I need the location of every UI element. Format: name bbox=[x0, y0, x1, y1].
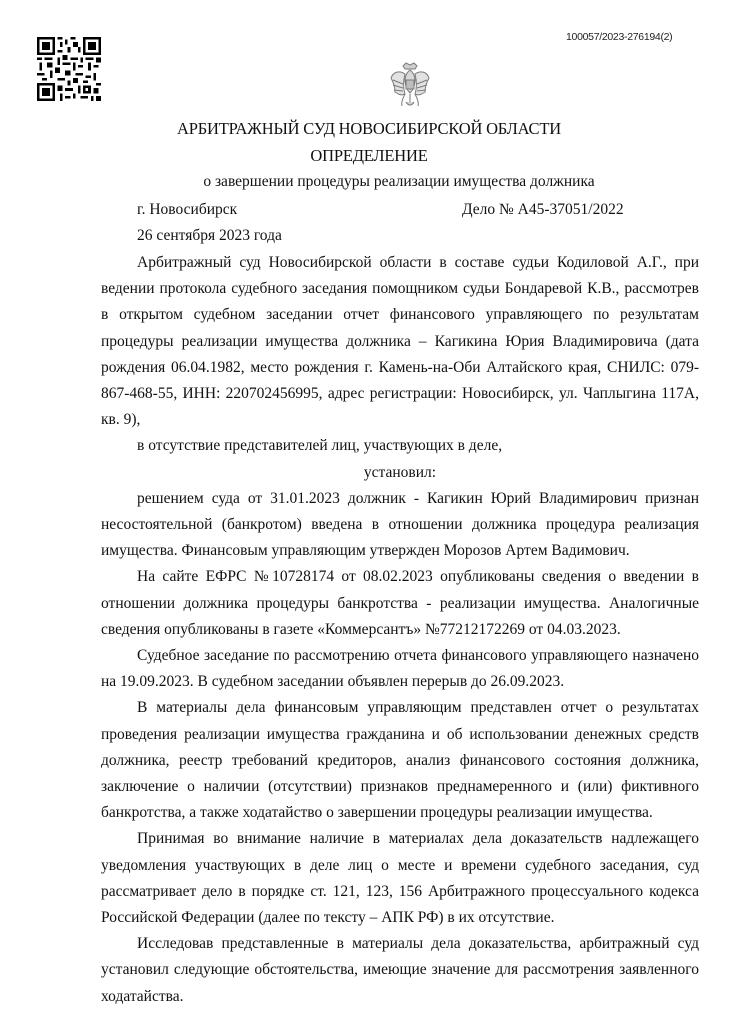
city: г. Новосибирск bbox=[137, 201, 238, 218]
paragraph-hearing: Судебное заседание по рассмотрению отчета финансового управляющего назначено на 19.09.2023. В судебном заседании объявлен перерыв до 26.09.2023. bbox=[101, 647, 699, 691]
paragraph-examination: Исследовав представленные в материалы дела доказательства, арбитражный суд установил следующие обстоятельства, имеющие значение для рассмотрения заявленного ходатайства. bbox=[101, 935, 699, 1005]
paragraph-absence: в отсутствие представителей лиц, участвующих в деле, bbox=[137, 437, 503, 455]
document-number: 100057/2023-276194(2) bbox=[566, 31, 673, 43]
document-subject: о завершении процедуры реализации имущества должника bbox=[203, 173, 595, 190]
established-heading: установил: bbox=[363, 463, 437, 481]
paragraph-publication: На сайте ЕФРС №10728174 от 08.02.2023 опубликованы сведения о введении в отношении должника процедуры банкротства - реализации имущества. Аналогичные сведения опубликованы в газете «Коммерсантъ» №77212172269 от 04.03.2023. bbox=[101, 568, 699, 638]
case-number: Дело № А45-37051/2022 bbox=[462, 201, 624, 218]
document-body bbox=[101, 250, 699, 1010]
qr-code-icon bbox=[37, 37, 101, 101]
paragraph-decision: решением суда от 31.01.2023 должник - Кагикин Юрий Владимирович признан несостоятельной (банкротом) введена в отношении должника процедура реализация имущества. Финансовым управляющим утвержден Морозов Артем Вадимович. bbox=[101, 489, 699, 560]
paragraph-materials: В материалы дела финансовым управляющим представлен отчет о результатах проведения реализации имущества гражданина и об использовании денежных средств должника, реестр требований кредиторов, анализ финансового состояния должника, заключение о наличии (отсутствии) признаков преднамеренного и (или) фиктивного банкротства, а также ходатайство о завершении процедуры реализации имущества. bbox=[101, 699, 699, 822]
paragraph-notification: Принимая во внимание наличие в материалах дела доказательств надлежащего уведомления участвующих в деле лиц о месте и времени судебного заседания, суд рассматривает дело в порядке ст. 121, 123, 156 Арбитражного процессуального кодекса Российской Федерации (далее по тексту – АПК РФ) в их отсутствие. bbox=[101, 830, 699, 927]
document-date: 26 сентября 2023 года bbox=[137, 227, 282, 244]
document-type: ОПРЕДЕЛЕНИЕ bbox=[310, 146, 428, 165]
court-name: АРБИТРАЖНЫЙ СУД НОВОСИБИРСКОЙ ОБЛАСТИ bbox=[177, 119, 561, 138]
paragraph-court-composition: Арбитражный суд Новосибирской области в составе судьи Кодиловой А.Г., при ведении протокола судебного заседания помощником судьи Бондаревой К.В., рассмотрев в открытом судебном заседании отчет финансового управляющего по результатам процедуры реализации имущества должника – Кагикина Юрия Владимировича (дата рождения 06.04.1982, место рождения г. Камень-на-Оби Алтайского края, СНИЛС: 079-867-468-55, ИНН: 220702456995, адрес регистрации: Новосибирск, ул. Чаплыгина 117А, кв. 9), bbox=[101, 254, 699, 429]
russian-coat-of-arms-icon bbox=[389, 60, 431, 112]
